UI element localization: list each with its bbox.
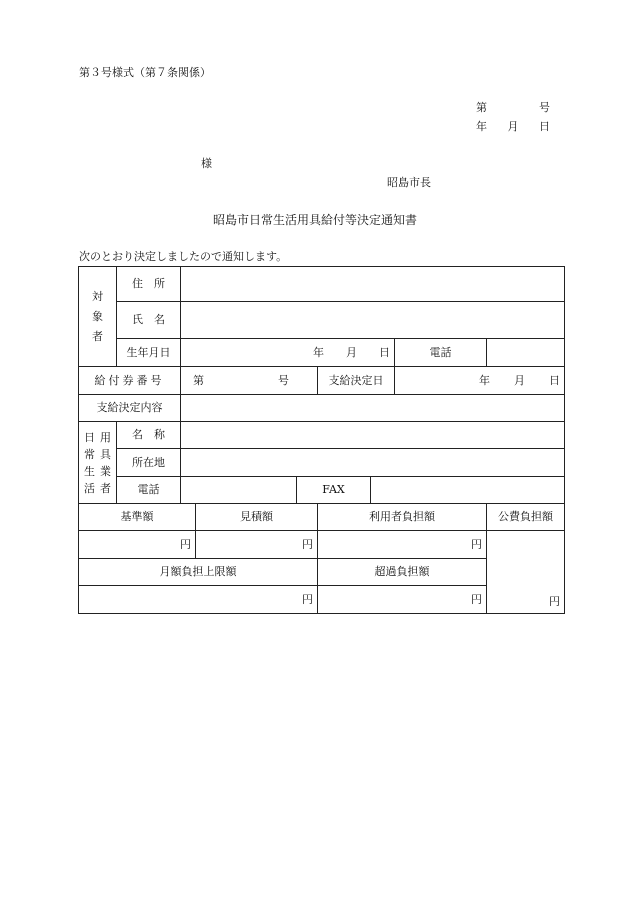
estimate-amount-field[interactable] (196, 531, 318, 559)
public-burden-label: 公費負担額 (487, 504, 565, 531)
business-char-2: 用 (100, 430, 111, 444)
public-burden-yen: 円 (549, 595, 560, 608)
business-name-row (79, 422, 565, 449)
business-location-field[interactable] (181, 449, 565, 477)
amount-header-row (79, 504, 565, 531)
business-location-label: 所在地 (117, 449, 181, 477)
amount-values-row (79, 531, 565, 559)
form-number: 第３号様式（第７条関係） (79, 66, 211, 79)
standard-amount-label: 基準額 (79, 504, 196, 531)
subject-group-label (79, 267, 117, 367)
business-char-8: 者 (100, 481, 111, 495)
decision-year-unit: 年 (479, 373, 490, 387)
public-burden-field[interactable] (487, 531, 565, 614)
birth-day-unit: 日 (379, 345, 390, 359)
user-burden-field[interactable] (318, 531, 487, 559)
document-number-prefix: 第 (476, 101, 487, 114)
subject-char-1: 対 (92, 289, 103, 303)
fax-field[interactable] (371, 477, 565, 504)
issue-date-day: 日 (539, 120, 550, 133)
birth-month-unit: 月 (346, 345, 357, 359)
voucher-row (79, 367, 565, 395)
decision-content-field[interactable] (181, 395, 565, 422)
addressee-suffix: 様 (201, 157, 212, 170)
decision-day-unit: 日 (549, 373, 560, 387)
standard-amount-field[interactable] (79, 531, 196, 559)
standard-amount-yen: 円 (180, 537, 191, 551)
birth-year-unit: 年 (313, 345, 324, 359)
business-char-7: 活 (84, 481, 95, 495)
business-location-row (79, 449, 565, 477)
user-burden-label: 利用者負担額 (318, 504, 487, 531)
business-char-6: 業 (100, 464, 111, 478)
intro-text: 次のとおり決定しましたので通知します。 (79, 250, 288, 263)
estimate-amount-yen: 円 (302, 537, 313, 551)
birthdate-row (79, 339, 565, 367)
business-char-4: 具 (100, 447, 111, 461)
voucher-prefix: 第 (193, 373, 204, 387)
subject-phone-field[interactable] (487, 339, 565, 367)
document-number (476, 101, 550, 115)
user-burden-yen: 円 (471, 537, 482, 551)
business-char-5: 生 (84, 464, 95, 478)
name-field[interactable] (181, 302, 565, 339)
address-row (79, 267, 565, 302)
monthly-limit-yen: 円 (302, 592, 313, 606)
address-field[interactable] (181, 267, 565, 302)
business-phone-field[interactable] (181, 477, 297, 504)
voucher-suffix: 号 (278, 373, 289, 387)
business-phone-label: 電話 (117, 477, 181, 504)
monthly-limit-label: 月額負担上限額 (79, 559, 318, 586)
voucher-label: 給付券番号 (79, 367, 181, 395)
issue-date-year: 年 (476, 120, 487, 133)
business-name-field[interactable] (181, 422, 565, 449)
birthdate-field[interactable] (181, 339, 395, 367)
decision-date-field[interactable] (395, 367, 565, 395)
excess-burden-label: 超過負担額 (318, 559, 487, 586)
business-char-3: 常 (84, 447, 95, 461)
name-label: 氏 名 (117, 302, 181, 339)
decision-content-label: 支給決定内容 (79, 395, 181, 422)
excess-burden-yen: 円 (471, 592, 482, 606)
fax-label: FAX (297, 477, 371, 504)
voucher-number-field[interactable] (181, 367, 318, 395)
decision-content-row (79, 395, 565, 422)
excess-burden-field[interactable] (318, 586, 487, 614)
business-contact-row (79, 477, 565, 504)
decision-form-table (78, 266, 565, 614)
subject-char-3: 者 (92, 329, 103, 343)
business-name-label: 名 称 (117, 422, 181, 449)
subject-char-2: 象 (92, 309, 103, 323)
estimate-amount-label: 見積額 (196, 504, 318, 531)
address-label: 住 所 (117, 267, 181, 302)
document-title: 昭島市日常生活用具給付等決定通知書 (212, 213, 417, 227)
name-row (79, 302, 565, 339)
business-char-1: 日 (84, 430, 95, 444)
monthly-limit-field[interactable] (79, 586, 318, 614)
birthdate-label: 生年月日 (117, 339, 181, 367)
decision-date-label: 支給決定日 (318, 367, 395, 395)
subject-phone-label: 電話 (395, 339, 487, 367)
business-group-label (79, 422, 117, 504)
sender-name: 昭島市長 (387, 176, 431, 189)
issue-date-month: 月 (507, 120, 519, 133)
document-number-suffix: 号 (539, 101, 550, 114)
decision-month-unit: 月 (514, 373, 525, 387)
issue-date (476, 120, 550, 134)
